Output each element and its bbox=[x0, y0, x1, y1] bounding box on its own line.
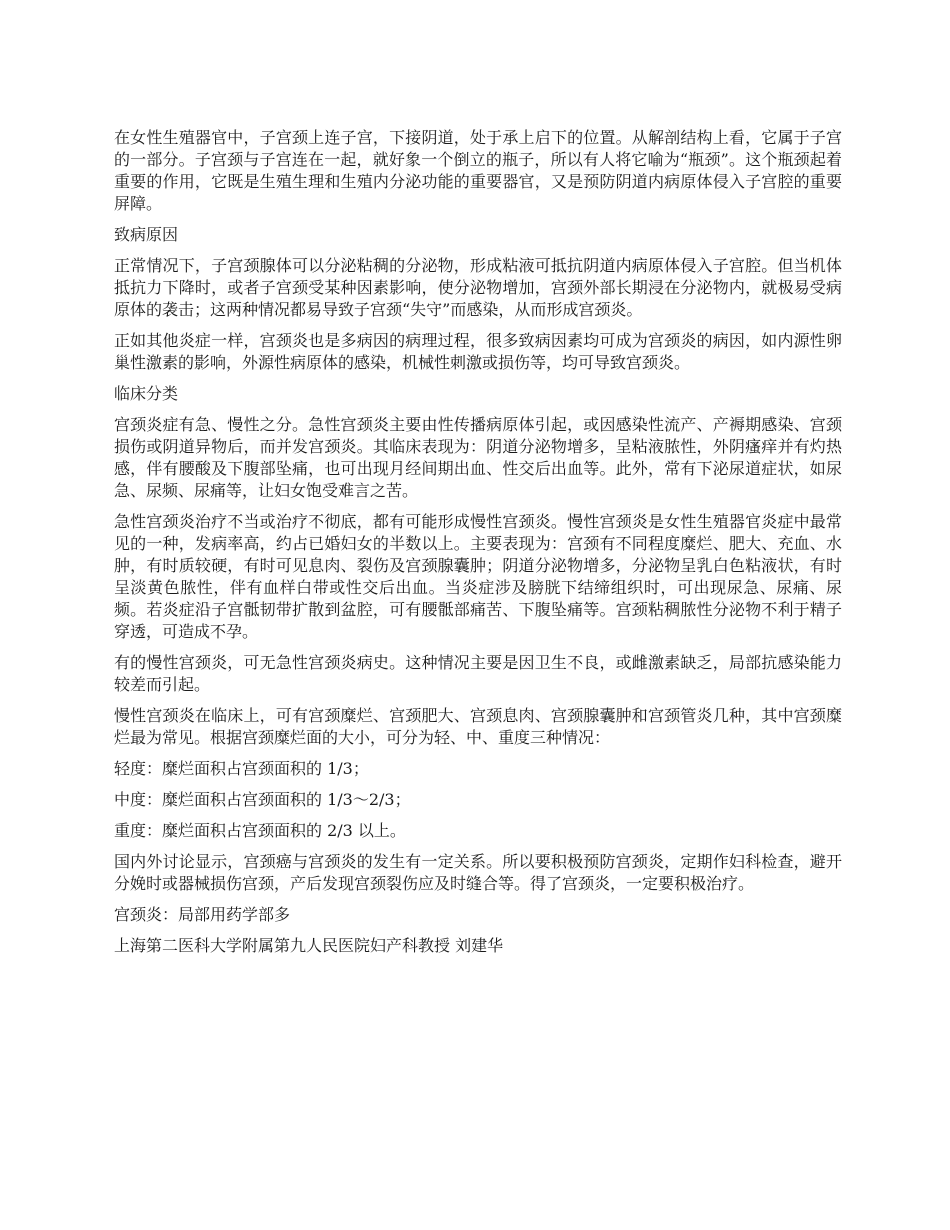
list-item-severe: 重度：糜烂面积占宫颈面积的 2/3 以上。 bbox=[114, 821, 406, 840]
paragraph-intro: 在女性生殖器官中，子宫颈上连子宫，下接阴道，处于承上启下的位置。从解剖结构上看，它属于子宫的一部分。子宫颈与子宫连在一起，就好象一个倒立的瓶子，所以有人将它喻为“瓶颈”。这个瓶颈起着重要的作用，它既是生殖生理和生殖内分泌功能的重要器官，又是预防阴道内病原体侵入子宫腔的重要屏障。 bbox=[114, 128, 842, 213]
list-item-mild: 轻度：糜烂面积占宫颈面积的 1/3； bbox=[114, 759, 369, 778]
paragraph-causes-2: 正如其他炎症一样，宫颈炎也是多病因的病理过程，很多致病因素均可成为宫颈炎的病因，如内源性卵巢性激素的影响，外源性病原体的感染，机械性刺激或损伤等，均可导致宫颈炎。 bbox=[114, 331, 842, 372]
paragraph-chronic-no-history: 有的慢性宫颈炎，可无急性宫颈炎病史。这种情况主要是因卫生不良，或雌激素缺乏，局部抗感染能力较差而引起。 bbox=[114, 653, 842, 694]
paragraph-chronic: 急性宫颈炎治疗不当或治疗不彻底，都有可能形成慢性宫颈炎。慢性宫颈炎是女性生殖器官炎症中最常见的一种，发病率高，约占已婚妇女的半数以上。主要表现为：宫颈有不同程度糜烂、肥大、充血、水肿，有时质较硬，有时可见息肉、裂伤及宫颈腺囊肿；阴道分泌物增多，分泌物呈乳白色粘液状，有时呈淡黄色脓性，伴有血样白带或性交后出血。当炎症涉及膀胱下结缔组织时，可出现尿急、尿痛、尿频。若炎症沿子宫骶韧带扩散到盆腔，可有腰骶部痛苦、下腹坠痛等。宫颈粘稠脓性分泌物不利于精子穿透，可造成不孕。 bbox=[114, 512, 842, 641]
section-heading-causes: 致病原因 bbox=[114, 225, 179, 244]
paragraph-chronic-types: 慢性宫颈炎在临床上，可有宫颈糜烂、宫颈肥大、宫颈息肉、宫颈腺囊肿和宫颈管炎几种，其中宫颈糜烂最为常见。根据宫颈糜烂面的大小，可分为轻、中、重度三种情况： bbox=[114, 706, 842, 747]
paragraph-causes-1: 正常情况下，子宫颈腺体可以分泌粘稠的分泌物，形成粘液可抵抗阴道内病原体侵入子宫腔。但当机体抵抗力下降时，或者子宫颈受某种因素影响，使分泌物增加，宫颈外部长期浸在分泌物内，就极易受病原体的袭击；这两种情况都易导致子宫颈“失守”而感染，从而形成宫颈炎。 bbox=[114, 256, 842, 319]
section-heading-treatment: 宫颈炎：局部用药学部多 bbox=[114, 905, 291, 924]
paragraph-acute: 宫颈炎症有急、慢性之分。急性宫颈炎主要由性传播病原体引起，或因感染性流产、产褥期感染、宫颈损伤或阴道异物后，而并发宫颈炎。其临床表现为：阴道分泌物增多，呈粘液脓性，外阴瘙痒并有灼热感，伴有腰酸及下腹部坠痛，也可出现月经间期出血、性交后出血等。此外，常有下泌尿道症状，如尿急、尿频、尿痛等，让妇女饱受难言之苦。 bbox=[114, 415, 842, 500]
paragraph-prevention: 国内外讨论显示，宫颈癌与宫颈炎的发生有一定关系。所以要积极预防宫颈炎，定期作妇科检查，避开分娩时或器械损伤宫颈，产后发现宫颈裂伤应及时缝合等。得了宫颈炎，一定要积极治疗。 bbox=[114, 852, 842, 893]
list-item-moderate: 中度：糜烂面积占宫颈面积的 1/3～2/3； bbox=[114, 790, 411, 809]
document-body bbox=[114, 127, 842, 966]
section-heading-classification: 临床分类 bbox=[114, 384, 179, 403]
author-byline: 上海第二医科大学附属第九人民医院妇产科教授 刘建华 bbox=[114, 936, 504, 955]
